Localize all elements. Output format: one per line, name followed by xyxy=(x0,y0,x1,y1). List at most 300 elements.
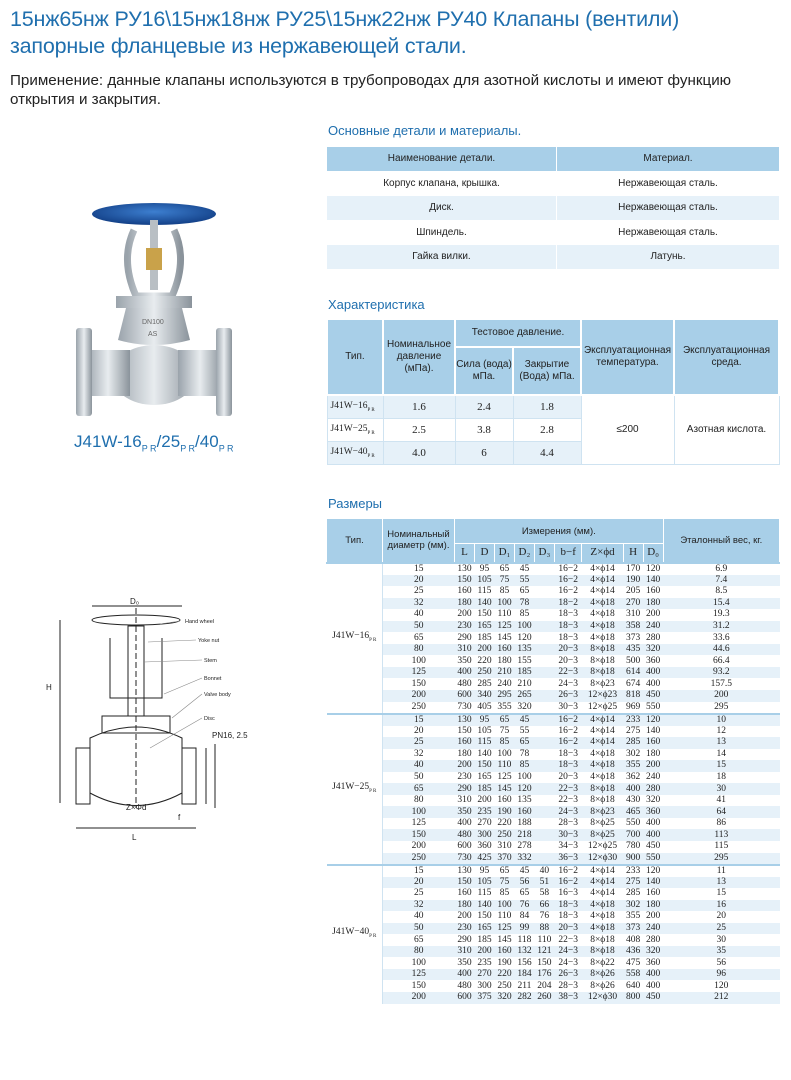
dims-cell: 160 xyxy=(514,806,534,818)
dims-cell: 4×ϕ18 xyxy=(590,771,615,782)
dims-cell: 105 xyxy=(477,725,492,736)
mat-material: Латунь. xyxy=(557,245,780,270)
dims-cell: 38−3 xyxy=(554,992,582,1004)
characteristics-table xyxy=(326,318,780,465)
dims-cell: 310 xyxy=(455,946,475,958)
table-row xyxy=(327,749,780,761)
dims-cell: 285 xyxy=(623,737,643,749)
dims-cell: 375 xyxy=(474,992,494,1004)
dims-cell: 4×ϕ14 xyxy=(590,725,615,736)
dims-cell: 11 xyxy=(663,865,779,877)
dims-cell xyxy=(534,563,554,575)
dims-cell: 969 xyxy=(625,701,641,712)
dims-cell: 600 xyxy=(455,690,475,702)
dims-cell: 88 xyxy=(534,923,554,935)
dims-cell: 373 xyxy=(623,923,643,935)
dims-cell: 550 xyxy=(643,853,663,865)
drawing-label-2: Stem xyxy=(204,658,217,664)
dims-cell: 150 xyxy=(477,911,492,922)
dims-cell: 362 xyxy=(625,771,641,782)
materials-row xyxy=(327,171,780,196)
dims-cell: 78 xyxy=(514,598,534,610)
dims-cell: 19.3 xyxy=(712,609,730,620)
dims-cell: 4×ϕ18 xyxy=(582,621,623,633)
dims-cell: 160 xyxy=(645,586,661,597)
dims-cell: 188 xyxy=(517,818,532,829)
table-row xyxy=(327,957,780,969)
dims-cell: 12×ϕ25 xyxy=(587,841,618,852)
dims-cell: 18−3 xyxy=(558,609,578,620)
dims-cell: 120 xyxy=(714,980,729,991)
table-row xyxy=(327,969,780,981)
application-text: Применение: данные клапаны используются в трубопроводах для азотной кислоты и имеют функцию открытия и закрытия. xyxy=(10,72,732,108)
chr-type-text: J41W−25 xyxy=(330,423,368,434)
dims-cell: 65 xyxy=(383,783,455,795)
dims-cell: 250 xyxy=(497,980,512,991)
dims-cell: 220 xyxy=(497,818,512,829)
drawing-label-4: Valve body xyxy=(204,692,231,698)
dims-cell: 20 xyxy=(383,575,455,587)
dims-cell: 65 xyxy=(414,934,424,945)
dims-cell: 600 xyxy=(457,841,472,852)
dims-cell: 310 xyxy=(497,841,512,852)
table-row xyxy=(327,678,780,690)
dims-cell: 4×ϕ18 xyxy=(582,598,623,610)
dims-group-type xyxy=(327,714,383,865)
dims-cell: 295 xyxy=(663,853,779,865)
dims-cell: 65 xyxy=(519,888,530,899)
dims-cell: 22−3 xyxy=(554,783,582,795)
chr-strength: 6 xyxy=(455,441,513,464)
dims-cell: 22−3 xyxy=(558,795,578,806)
chr-head-closure: Закрытие (Вода) мПа. xyxy=(513,347,581,395)
table-row xyxy=(327,841,780,853)
mat-part: Гайка вилки. xyxy=(327,245,557,270)
dims-cell: 120 xyxy=(517,632,532,643)
dims-cell: 28−3 xyxy=(558,980,578,991)
dims-cell: 66.4 xyxy=(712,655,730,666)
dims-cell: 290 xyxy=(457,632,472,643)
dims-cell: 780 xyxy=(625,841,641,852)
chr-pn: 4.0 xyxy=(383,441,455,464)
dims-cell: 160 xyxy=(494,946,514,958)
dims-cell: 250 xyxy=(494,829,514,841)
dims-cell xyxy=(534,644,554,656)
dims-cell: 4×ϕ14 xyxy=(590,888,615,899)
table-row xyxy=(327,667,780,679)
dims-cell: 132 xyxy=(514,946,534,958)
table-row xyxy=(327,900,780,912)
dims-cell: 105 xyxy=(474,575,494,587)
dims-cell: 30 xyxy=(716,934,727,945)
dims-group-type xyxy=(327,563,383,714)
table-row xyxy=(327,726,780,738)
dims-sub-4: D₃ xyxy=(534,544,554,563)
dims-cell: 100 xyxy=(411,655,426,666)
table-row xyxy=(327,888,780,900)
chr-head-type: Тип. xyxy=(327,319,383,395)
dims-cell: 210 xyxy=(494,667,514,679)
dims-cell xyxy=(534,586,554,598)
model-40: /40 xyxy=(195,432,219,451)
dims-cell: 480 xyxy=(457,678,472,689)
dims-cell: 125 xyxy=(383,667,455,679)
dims-cell: 4×ϕ14 xyxy=(582,575,623,587)
dims-cell xyxy=(534,760,554,772)
dims-cell: 310 xyxy=(455,644,475,656)
dims-cell: 8×ϕ26 xyxy=(590,980,615,991)
dims-cell: 320 xyxy=(643,946,663,958)
dims-cell: 115 xyxy=(474,737,494,749)
dims-cell: 115 xyxy=(477,586,492,597)
dims-cell: 40 xyxy=(414,911,424,922)
dims-cell: 50 xyxy=(383,923,455,935)
dims-cell: 550 xyxy=(625,818,641,829)
dims-cell: 95 xyxy=(474,714,494,726)
dims-cell: 220 xyxy=(494,969,514,981)
dims-cell: 160 xyxy=(455,737,475,749)
dims-cell xyxy=(534,772,554,784)
table-row xyxy=(327,760,780,772)
chr-head-medium: Эксплуатационная среда. xyxy=(674,319,779,395)
table-row xyxy=(327,737,780,749)
mat-part: Диск. xyxy=(327,196,557,221)
dims-cell: 85 xyxy=(499,888,510,899)
dims-cell xyxy=(534,598,554,610)
dims-cell: 200 xyxy=(474,946,494,958)
dims-cell: 360 xyxy=(477,841,492,852)
dims-cell: 18−3 xyxy=(554,900,582,912)
dims-cell: 800 xyxy=(623,992,643,1004)
dims-cell: 85 xyxy=(514,760,534,772)
dims-cell: 32 xyxy=(383,900,455,912)
dims-cell: 160 xyxy=(494,644,514,656)
dims-cell: 18−3 xyxy=(558,632,578,643)
dims-cell: 140 xyxy=(643,575,663,587)
dims-cell: 18−3 xyxy=(554,621,582,633)
dims-cell: 45 xyxy=(514,714,534,726)
dims-cell: 220 xyxy=(477,655,492,666)
dims-cell: 96 xyxy=(663,969,779,981)
dims-cell xyxy=(534,726,554,738)
dims-cell: 140 xyxy=(474,598,494,610)
dims-cell: 558 xyxy=(623,969,643,981)
dims-cell: 130 xyxy=(455,563,475,575)
dims-cell: 33.6 xyxy=(712,632,730,643)
body-mark-as: AS xyxy=(148,331,158,338)
dims-cell: 40 xyxy=(534,865,554,877)
chr-type-sub: P R xyxy=(367,453,375,459)
table-row xyxy=(327,853,780,865)
dims-cell: 190 xyxy=(623,575,643,587)
dims-cell: 16−2 xyxy=(554,865,582,877)
dims-cell: 302 xyxy=(623,900,643,912)
dims-cell: 370 xyxy=(494,853,514,865)
dims-sub-0: L xyxy=(455,544,475,563)
dims-cell: 235 xyxy=(474,806,494,818)
chr-head-temp: Эксплуатационная температура. xyxy=(581,319,674,395)
dims-table xyxy=(326,518,780,1004)
dims-cell: 20 xyxy=(383,877,455,889)
dims-cell: 80 xyxy=(383,644,455,656)
dims-cell: 145 xyxy=(497,632,512,643)
dims-cell: 25 xyxy=(663,923,779,935)
dims-cell: 55 xyxy=(519,725,530,736)
drawing-l: L xyxy=(132,833,137,842)
table-row xyxy=(327,621,780,633)
dims-cell: 700 xyxy=(623,829,643,841)
dims-cell: 430 xyxy=(625,795,641,806)
dims-cell: 24−3 xyxy=(558,957,578,968)
dims-cell: 8×ϕ18 xyxy=(582,644,623,656)
dims-cell: 400 xyxy=(645,980,661,991)
dims-cell: 180 xyxy=(645,748,661,759)
dims-cell: 156 xyxy=(517,957,532,968)
dims-cell: 150 xyxy=(457,725,472,736)
dims-cell: 85 xyxy=(494,737,514,749)
dims-cell: 18−3 xyxy=(558,748,578,759)
dims-cell: 55 xyxy=(514,575,534,587)
dims-cell: 355 xyxy=(497,701,512,712)
dims-sub-8: D₀ xyxy=(643,544,663,563)
dims-cell: 100 xyxy=(514,621,534,633)
dims-cell: 160 xyxy=(643,737,663,749)
dims-cell: 8×ϕ25 xyxy=(590,818,615,829)
dims-cell: 285 xyxy=(625,888,641,899)
dims-cell: 200 xyxy=(411,841,426,852)
dims-cell: 4×ϕ18 xyxy=(590,748,615,759)
dims-group-type-sub: P R xyxy=(369,637,377,643)
dims-cell: 15.4 xyxy=(663,598,779,610)
dims-cell: 150 xyxy=(455,877,475,889)
dims-cell: 44.6 xyxy=(663,644,779,656)
table-row xyxy=(327,575,780,587)
dims-cell: 165 xyxy=(474,923,494,935)
dims-cell: 100 xyxy=(494,900,514,912)
dims-cell: 120 xyxy=(643,714,663,726)
dims-cell: 550 xyxy=(645,701,661,712)
dims-cell: 31.2 xyxy=(663,621,779,633)
dims-cell: 150 xyxy=(474,760,494,772)
materials-row xyxy=(327,196,780,221)
dims-cell: 12×ϕ23 xyxy=(582,690,623,702)
dims-cell: 110 xyxy=(494,760,514,772)
drawing-label-5: Disc xyxy=(204,716,215,722)
dims-cell: 4×ϕ14 xyxy=(582,563,623,575)
table-row xyxy=(327,934,780,946)
dims-cell: 900 xyxy=(623,853,643,865)
dims-cell: 95 xyxy=(474,563,494,575)
dims-cell: 125 xyxy=(383,969,455,981)
mat-material: Нержавеющая сталь. xyxy=(557,171,780,196)
dims-cell xyxy=(534,575,554,587)
dims-cell: 355 xyxy=(625,911,641,922)
dims-group-type-text: J41W−16 xyxy=(332,630,370,641)
dims-cell: 290 xyxy=(455,783,475,795)
dims-cell: 13 xyxy=(663,737,779,749)
dims-cell: 211 xyxy=(517,980,532,991)
dims-cell: 14 xyxy=(716,748,727,759)
dims-cell xyxy=(534,702,554,714)
dims-cell: 100 xyxy=(411,957,426,968)
chr-closure: 4.4 xyxy=(513,441,581,464)
table-row xyxy=(327,563,780,575)
dims-cell: 16 xyxy=(663,900,779,912)
dims-cell: 120 xyxy=(514,783,534,795)
dims-cell: 8×ϕ18 xyxy=(582,783,623,795)
model-sub-3: P R xyxy=(218,443,234,454)
chr-type-text: J41W−16 xyxy=(330,400,368,411)
dims-cell: 8×ϕ23 xyxy=(590,678,615,689)
dims-cell: 818 xyxy=(623,690,643,702)
dims-cell: 16−2 xyxy=(558,725,578,736)
dims-cell: 32 xyxy=(383,598,455,610)
dims-cell: 295 xyxy=(714,701,729,712)
dims-cell xyxy=(534,806,554,818)
dims-cell: 20−3 xyxy=(558,771,578,782)
dims-cell: 250 xyxy=(474,667,494,679)
dims-cell: 150 xyxy=(477,609,492,620)
dims-cell xyxy=(534,632,554,644)
chr-pn: 2.5 xyxy=(383,418,455,441)
dims-cell xyxy=(534,714,554,726)
dims-cell: 41 xyxy=(716,795,727,806)
materials-row xyxy=(327,220,780,245)
dims-cell: 4×ϕ18 xyxy=(582,760,623,772)
dims-cell: 180 xyxy=(457,748,472,759)
dims-cell: 34−3 xyxy=(558,841,578,852)
dims-cell: 320 xyxy=(645,795,661,806)
dims-cell: 28−3 xyxy=(558,818,578,829)
chr-type xyxy=(327,418,383,441)
dims-cell: 8.5 xyxy=(715,586,728,597)
chr-row xyxy=(327,395,779,418)
chr-type xyxy=(327,395,383,418)
dims-cell: 400 xyxy=(643,667,663,679)
dims-cell: 400 xyxy=(455,667,475,679)
dims-cell: 280 xyxy=(645,934,661,945)
dims-cell: 110 xyxy=(497,609,512,620)
table-row xyxy=(327,877,780,889)
dims-head-meas: Измерения (мм). xyxy=(455,519,664,544)
dims-cell: 400 xyxy=(645,678,661,689)
dims-cell: 58 xyxy=(539,888,550,899)
dims-cell: 65 xyxy=(519,586,530,597)
dims-cell: 105 xyxy=(474,877,494,889)
chr-pn: 1.6 xyxy=(383,395,455,418)
chr-strength: 2.4 xyxy=(455,395,513,418)
table-row xyxy=(327,772,780,784)
dims-cell: 320 xyxy=(517,701,532,712)
dims-cell: 200 xyxy=(474,644,494,656)
dims-cell xyxy=(534,655,554,667)
chr-type xyxy=(327,441,383,464)
dims-cell: 15 xyxy=(383,563,455,575)
chr-closure: 2.8 xyxy=(513,418,581,441)
dims-cell: 65 xyxy=(414,632,424,643)
table-row xyxy=(327,865,780,877)
dims-cell: 150 xyxy=(411,980,426,991)
dims-cell: 99 xyxy=(514,923,534,935)
dims-cell: 500 xyxy=(625,655,641,666)
table-row xyxy=(327,795,780,807)
dims-cell: 35 xyxy=(663,946,779,958)
dims-sub-1: D xyxy=(474,544,494,563)
dims-cell: 18−3 xyxy=(554,760,582,772)
chr-medium: Азотная кислота. xyxy=(674,395,779,464)
dims-cell: 24−3 xyxy=(554,806,582,818)
dims-cell: 200 xyxy=(643,760,663,772)
dims-cell xyxy=(534,795,554,807)
dims-cell: 15 xyxy=(716,888,727,899)
dims-cell: 400 xyxy=(457,818,472,829)
dims-cell: 8×ϕ18 xyxy=(590,934,615,945)
dims-cell: 56 xyxy=(514,877,534,889)
dims-cell: 4×ϕ18 xyxy=(590,911,615,922)
dims-cell: 185 xyxy=(474,783,494,795)
dims-cell: 4×ϕ18 xyxy=(582,900,623,912)
table-row xyxy=(327,818,780,830)
dims-cell: 12×ϕ30 xyxy=(582,992,623,1004)
dims-cell: 20−3 xyxy=(558,655,578,666)
dims-cell: 85 xyxy=(519,609,530,620)
dims-cell: 200 xyxy=(663,690,779,702)
dims-cell: 250 xyxy=(411,701,426,712)
dims-cell: 180 xyxy=(497,655,512,666)
dims-cell: 145 xyxy=(494,783,514,795)
dims-cell: 200 xyxy=(383,690,455,702)
dims-cell: 233 xyxy=(623,714,643,726)
drawing-h: H xyxy=(46,683,52,692)
dims-cell: 6.9 xyxy=(663,563,779,575)
dims-cell: 150 xyxy=(383,829,455,841)
dims-cell: 110 xyxy=(497,911,512,922)
dims-cell: 40 xyxy=(383,760,455,772)
dims-sub-7: H xyxy=(623,544,643,563)
dims-cell: 8×ϕ18 xyxy=(590,655,615,666)
dims-cell: 16−2 xyxy=(554,714,582,726)
dims-cell xyxy=(534,818,554,830)
dims-cell: 18 xyxy=(716,771,727,782)
dims-cell: 275 xyxy=(625,725,641,736)
table-row xyxy=(327,702,780,714)
dims-cell: 200 xyxy=(645,911,661,922)
dims-cell: 614 xyxy=(623,667,643,679)
dims-cell: 18−2 xyxy=(554,598,582,610)
dims-title: Размеры xyxy=(328,496,383,511)
dims-cell: 4×ϕ14 xyxy=(582,714,623,726)
dims-cell: 16−2 xyxy=(554,575,582,587)
dims-cell: 115 xyxy=(477,888,492,899)
dims-cell: 180 xyxy=(643,598,663,610)
dims-cell: 16−3 xyxy=(558,888,578,899)
dims-cell: 64 xyxy=(663,806,779,818)
dims-cell: 16−2 xyxy=(554,877,582,889)
dims-cell: 16−2 xyxy=(558,586,578,597)
dims-cell: 350 xyxy=(457,957,472,968)
dims-cell: 278 xyxy=(517,841,532,852)
dims-cell: 358 xyxy=(623,621,643,633)
dims-cell xyxy=(534,829,554,841)
dims-cell: 185 xyxy=(477,934,492,945)
dims-cell: 24−3 xyxy=(558,678,578,689)
dims-cell: 8×ϕ22 xyxy=(590,957,615,968)
mat-part: Корпус клапана, крышка. xyxy=(327,171,557,196)
dims-cell: 4×ϕ14 xyxy=(590,586,615,597)
dims-cell: 290 xyxy=(457,934,472,945)
dims-cell: 302 xyxy=(625,748,641,759)
dims-cell: 85 xyxy=(499,586,510,597)
